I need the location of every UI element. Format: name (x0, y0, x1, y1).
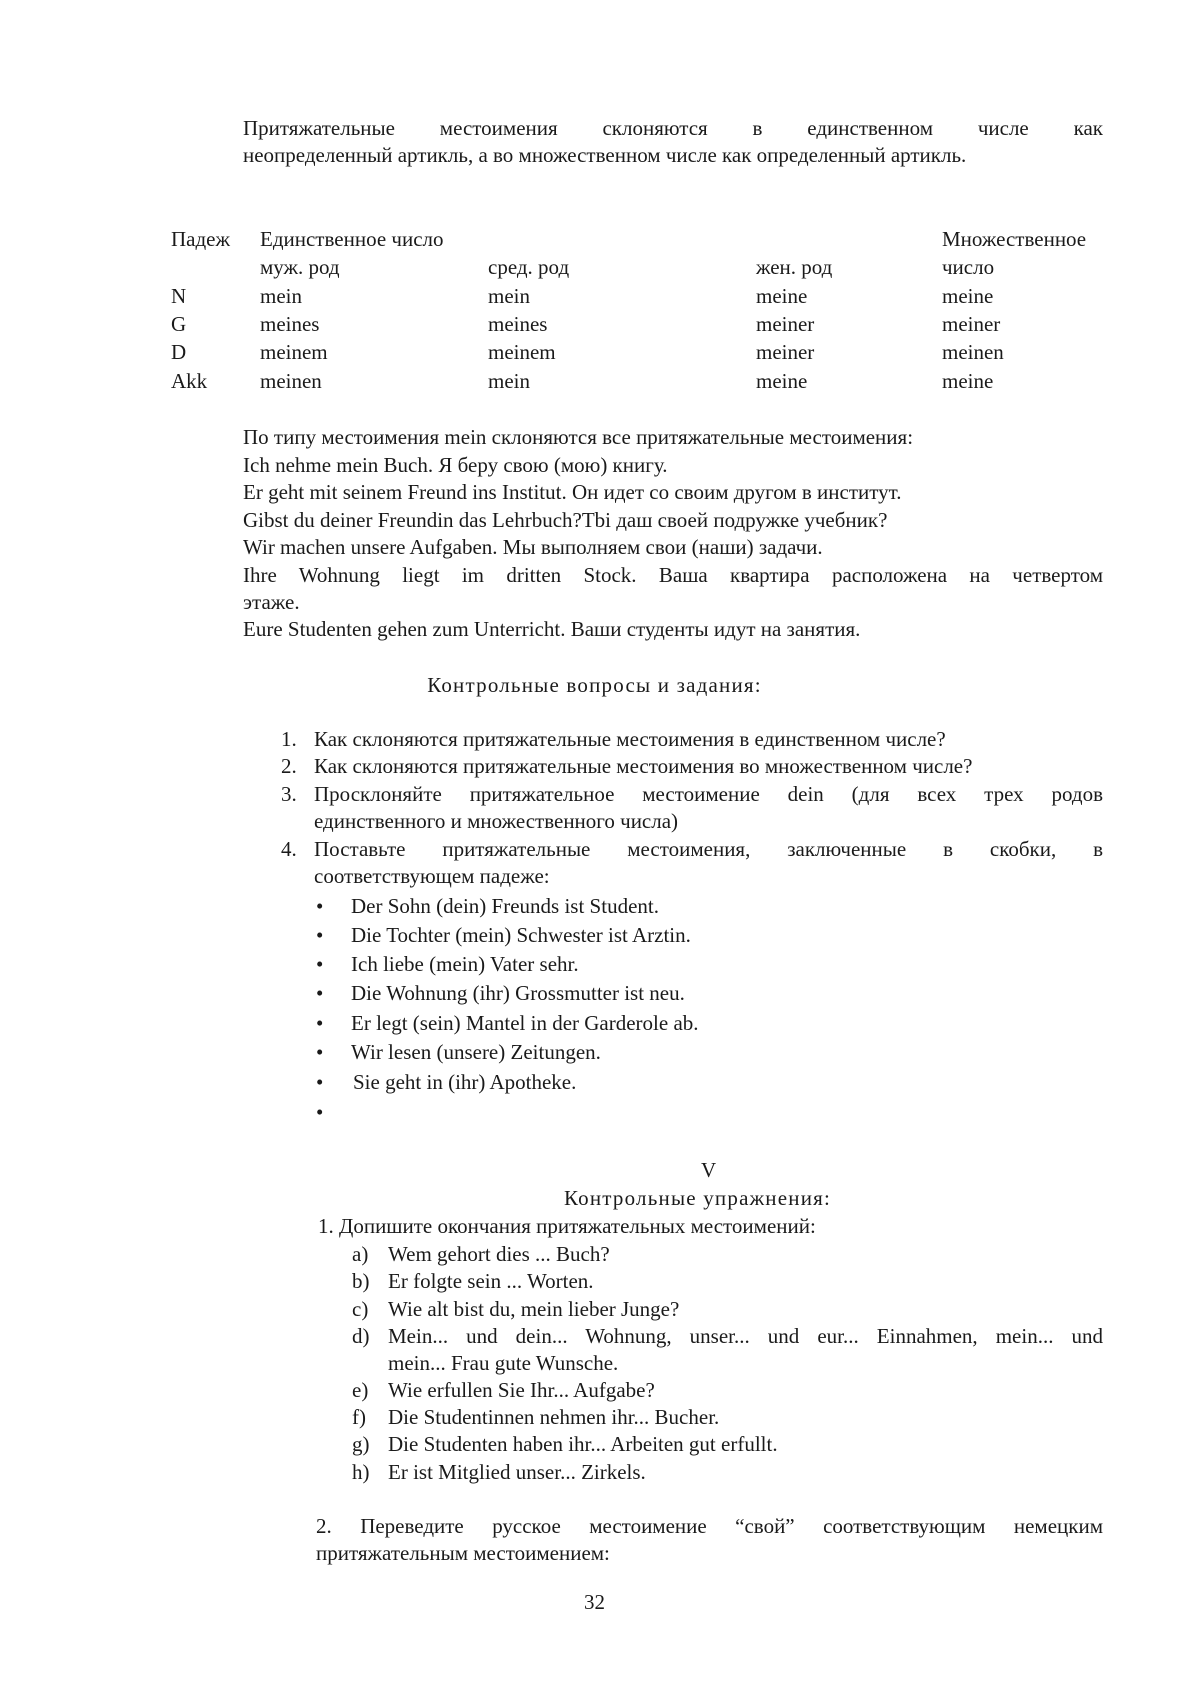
example-line: Eure Studenten gehen zum Unterricht. Ваши студенты идут на занятия. (243, 617, 861, 641)
list-item: Wie alt bist du, mein lieber Junge? (388, 1297, 680, 1321)
bullet-marker: • (316, 894, 324, 918)
table-cell-plural: meine (942, 369, 994, 393)
bullet-marker: • (316, 1100, 324, 1124)
list-number: 3. (281, 782, 297, 806)
table-cell-plural: meine (942, 284, 994, 308)
table-cell-fem: meine (756, 284, 808, 308)
table-cell-plural: meiner (942, 312, 1001, 336)
bullet-marker: • (316, 1070, 324, 1094)
example-line: Ihre Wohnung liegt im dritten Stock. Ваша квартира расположена на четвертом (243, 563, 1103, 587)
list-item: Die Studenten haben ihr... Arbeiten gut erfullt. (388, 1432, 778, 1456)
list-item: Wem gehort dies ... Buch? (388, 1242, 610, 1266)
table-header-neut: сред. род (488, 255, 570, 279)
table-cell-case: N (171, 284, 187, 308)
exercise-2-title: 2. Переведите русское местоимение “свой” соответствующим немецким (316, 1514, 1103, 1538)
list-letter: e) (352, 1378, 369, 1402)
list-item-continued: mein... Frau gute Wunsche. (388, 1351, 619, 1375)
bullet-item: Er legt (sein) Mantel in der Garderole ab. (351, 1011, 699, 1035)
example-line: этаже. (243, 590, 300, 614)
list-letter: f) (352, 1405, 366, 1429)
example-line: Ich nehme mein Buch. Я беру свою (мою) книгу. (243, 453, 668, 477)
example-line: Gibst du deiner Freundin das Lehrbuch?Tbi даш своей подружке учебник? (243, 508, 888, 532)
table-cell-masc: mein (260, 284, 302, 308)
list-item: Как склоняются притяжательные местоимения в единственном числе? (314, 727, 946, 751)
list-item: Die Studentinnen nehmen ihr... Bucher. (388, 1405, 720, 1429)
table-header-plural-2: число (942, 255, 995, 279)
list-item: Как склоняются притяжательные местоимения во множественном числе? (314, 754, 973, 778)
section-title: Контрольные упражнения: (564, 1186, 832, 1210)
list-item-continued: соответствующем падеже: (314, 864, 550, 888)
table-header-masc: муж. род (260, 255, 340, 279)
table-cell-case: G (171, 312, 187, 336)
table-header-singular: Единственное число (260, 227, 444, 251)
table-cell-masc: meinem (260, 340, 328, 364)
bullet-marker: • (316, 1040, 324, 1064)
table-cell-masc: meines (260, 312, 320, 336)
page-number: 32 (584, 1590, 605, 1614)
control-questions-title: Контрольные вопросы и задания: (427, 673, 762, 697)
list-item-continued: единственного и множественного числа) (314, 809, 679, 833)
list-number: 1. (281, 727, 297, 751)
table-cell-plural: meinen (942, 340, 1004, 364)
example-line: Wir machen unsere Aufgaben. Мы выполняем свои (наши) задачи. (243, 535, 823, 559)
table-cell-neut: mein (488, 369, 530, 393)
intro-line-1: Притяжательные местоимения склоняются в единственном числе как (243, 116, 1103, 140)
list-letter: h) (352, 1460, 370, 1484)
table-cell-case: D (171, 340, 187, 364)
table-cell-neut: meines (488, 312, 548, 336)
bullet-item: Wir lesen (unsere) Zeitungen. (351, 1040, 601, 1064)
example-line: Er geht mit seinem Freund ins Institut. Он идет со своим другом в институт. (243, 480, 902, 504)
table-cell-fem: meiner (756, 340, 815, 364)
table-cell-neut: meinem (488, 340, 556, 364)
bullet-item: Die Wohnung (ihr) Grossmutter ist neu. (351, 981, 685, 1005)
bullet-item: Der Sohn (dein) Freunds ist Student. (351, 894, 659, 918)
table-cell-neut: mein (488, 284, 530, 308)
bullet-item: Sie geht in (ihr) Apotheke. (353, 1070, 577, 1094)
list-letter: g) (352, 1432, 370, 1456)
bullet-marker: • (316, 923, 324, 947)
list-item: Просклоняйте притяжательное местоимение dein (для всех трех родов (314, 782, 1103, 806)
list-letter: a) (352, 1242, 369, 1266)
list-item: Wie erfullen Sie Ihr... Aufgabe? (388, 1378, 655, 1402)
table-cell-fem: meiner (756, 312, 815, 336)
table-header-plural: Множественное (942, 227, 1087, 251)
list-item: Mein... und dein... Wohnung, unser... und eur... Einnahmen, mein... und (388, 1324, 1103, 1348)
list-letter: d) (352, 1324, 370, 1348)
bullet-marker: • (316, 1011, 324, 1035)
bullet-item: Ich liebe (mein) Vater sehr. (351, 952, 579, 976)
list-item: Er ist Mitglied unser... Zirkels. (388, 1460, 646, 1484)
intro-line-2: неопределенный артикль, а во множественном числе как определенный артикль. (243, 143, 967, 167)
list-number: 4. (281, 837, 297, 861)
list-letter: b) (352, 1269, 370, 1293)
section-numeral: V (701, 1158, 717, 1182)
exercise-1-title: 1. Допишите окончания притяжательных местоимений: (318, 1214, 816, 1238)
table-header-case: Падеж (171, 227, 231, 251)
exercise-2-title-continued: притяжательным местоимением: (316, 1541, 610, 1565)
list-item: Поставьте притяжательные местоимения, заключенные в скобки, в (314, 837, 1103, 861)
list-letter: c) (352, 1297, 369, 1321)
bullet-marker: • (316, 952, 324, 976)
bullet-item: Die Tochter (mein) Schwester ist Arztin. (351, 923, 691, 947)
list-item: Er folgte sein ... Worten. (388, 1269, 594, 1293)
list-number: 2. (281, 754, 297, 778)
example-line: По типу местоимения mein склоняются все притяжательные местоимения: (243, 425, 914, 449)
bullet-marker: • (316, 981, 324, 1005)
table-cell-fem: meine (756, 369, 808, 393)
table-header-fem: жен. род (756, 255, 833, 279)
table-cell-case: Akk (171, 369, 208, 393)
table-cell-masc: meinen (260, 369, 322, 393)
